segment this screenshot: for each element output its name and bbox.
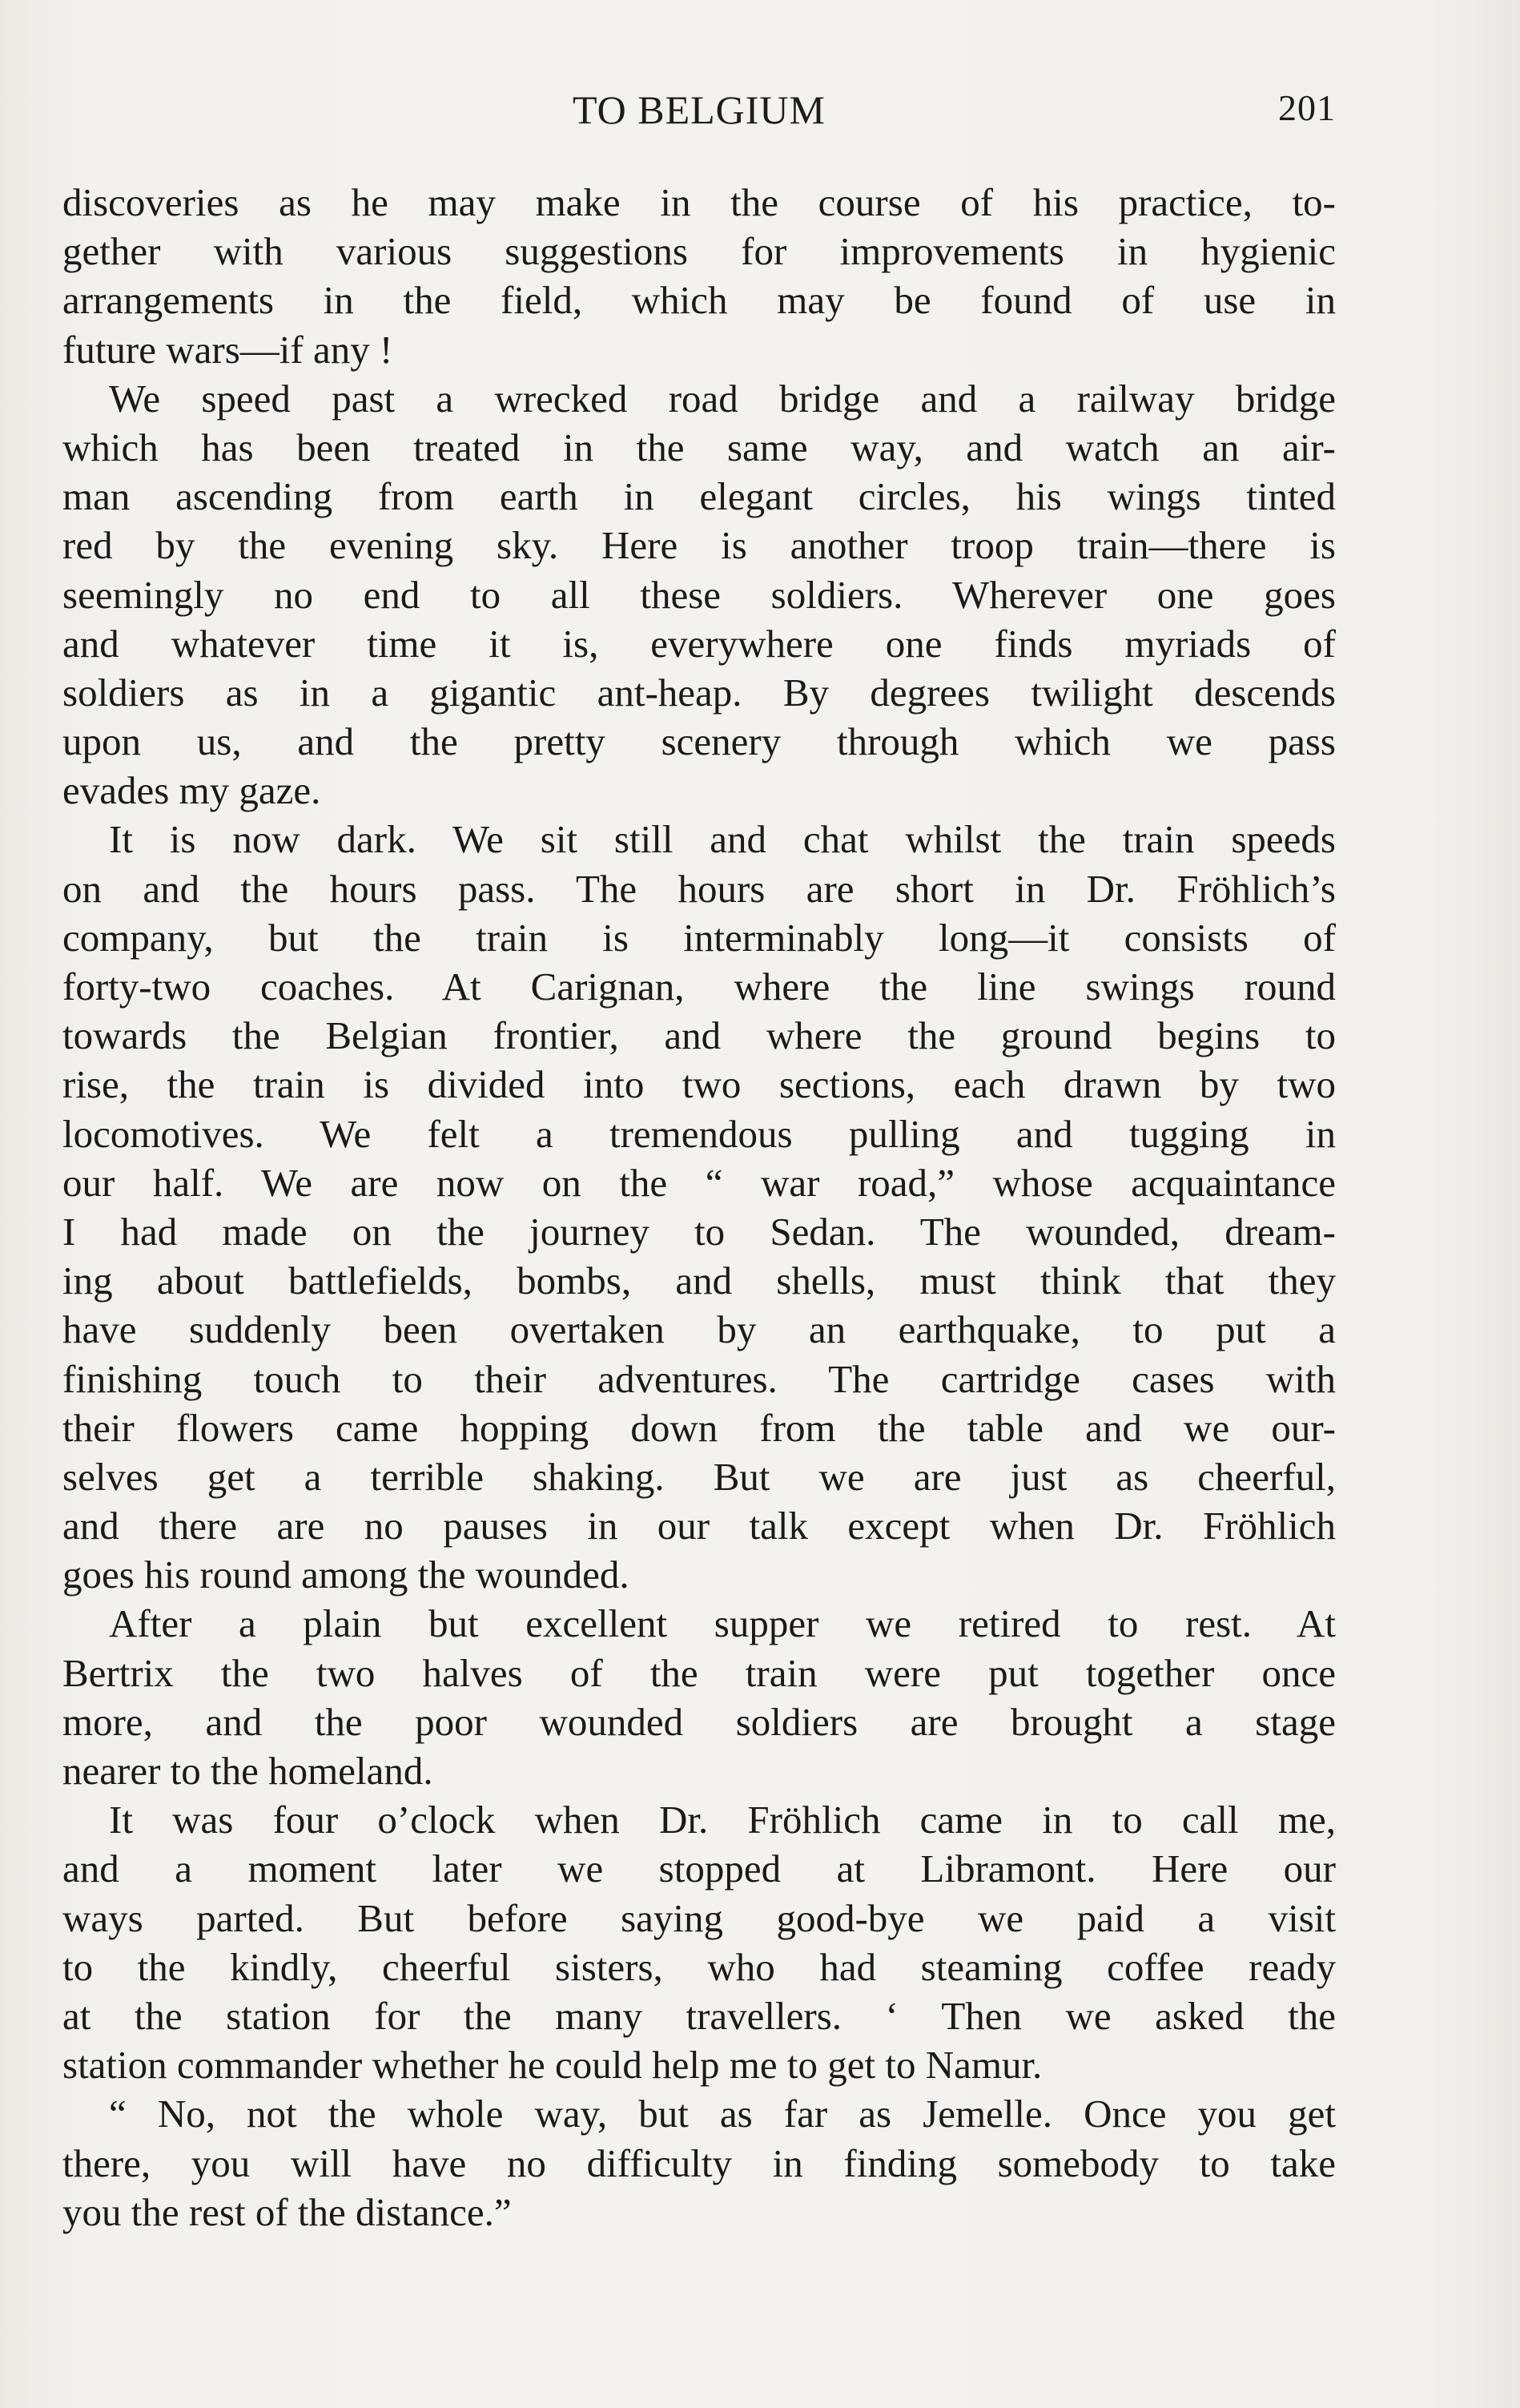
text-line: and a moment later we stopped at Libramont. Here our [62, 1846, 1336, 1891]
text-line: ing about battlefields, bombs, and shells, must think that they [62, 1258, 1336, 1303]
paragraph [62, 815, 1336, 1599]
text-line: their flowers came hopping down from the table and we our- [62, 1405, 1336, 1450]
text-line: future wars—if any ! [62, 327, 393, 372]
paragraph [62, 1795, 1336, 2089]
text-line: to the kindly, cheerful sisters, who had steaming coffee ready [62, 1944, 1336, 1989]
text-line: more, and the poor wounded soldiers are brought a stage [62, 1699, 1336, 1744]
text-line: selves get a terrible shaking. But we are just as cheerful, [62, 1454, 1336, 1499]
text-line: locomotives. We felt a tremendous pulling and tugging in [62, 1111, 1336, 1156]
text-line: evades my gaze. [62, 768, 321, 813]
page-number: 201 [1278, 87, 1336, 128]
text-line: I had made on the journey to Sedan. The wounded, dream- [62, 1209, 1336, 1254]
text-line: our half. We are now on the “ war road,” whose acquaintance [62, 1160, 1336, 1205]
paragraph [62, 374, 1336, 815]
text-line: which has been treated in the same way, and watch an air- [62, 425, 1336, 469]
text-line: forty-two coaches. At Carignan, where the line swings round [62, 964, 1336, 1009]
text-line: man ascending from earth in elegant circles, his wings tinted [62, 474, 1336, 519]
text-line: It was four o’clock when Dr. Fröhlich came in to call me, [109, 1798, 1336, 1842]
text-line: nearer to the homeland. [62, 1749, 433, 1793]
running-head [62, 87, 1336, 143]
text-line: finishing touch to their adventures. The cartridge cases with [62, 1356, 1336, 1401]
text-line: arrangements in the field, which may be found of use in [62, 278, 1336, 323]
text-line: at the station for the many travellers. ‘ Then we asked the [62, 1993, 1336, 2038]
text-line: We speed past a wrecked road bridge and a railway bridge [109, 376, 1336, 421]
text-line: there, you will have no difficulty in finding somebody to take [62, 2140, 1336, 2185]
text-line: goes his round among the wounded. [62, 1552, 629, 1597]
paragraph [62, 178, 1336, 374]
text-line: upon us, and the pretty scenery through which we pass [62, 719, 1336, 764]
text-line: ways parted. But before saying good-bye we paid a visit [62, 1895, 1336, 1940]
text-line: soldiers as in a gigantic ant-heap. By degrees twilight descends [62, 670, 1336, 715]
text-line: Bertrix the two halves of the train were put together once [62, 1650, 1336, 1695]
text-line: station commander whether he could help me to get to Namur. [62, 2043, 1043, 2088]
text-line: rise, the train is divided into two sections, each drawn by two [62, 1062, 1336, 1107]
text-line: have suddenly been overtaken by an earthquake, to put a [62, 1307, 1336, 1352]
text-line: and whatever time it is, everywhere one finds myriads of [62, 621, 1336, 666]
text-line: After a plain but excellent supper we retired to rest. At [109, 1601, 1336, 1646]
text-line: seemingly no end to all these soldiers. Wherever one goes [62, 572, 1336, 617]
text-line: and there are no pauses in our talk except when Dr. Fröhlich [62, 1504, 1336, 1548]
text-line: towards the Belgian frontier, and where the ground begins to [62, 1013, 1336, 1058]
text-line: gether with various suggestions for improvements in hygienic [62, 229, 1336, 274]
text-line: company, but the train is interminably long—it consists of [62, 915, 1336, 960]
text-line: on and the hours pass. The hours are short in Dr. Fröhlich’s [62, 866, 1336, 911]
text-line: It is now dark. We sit still and chat whilst the train speeds [109, 817, 1336, 862]
text-line: “ No, not the whole way, but as far as Jemelle. Once you get [109, 2092, 1336, 2136]
text-line: red by the evening sky. Here is another troop train—there is [62, 523, 1336, 568]
text-line: discoveries as he may make in the course of his practice, to- [62, 180, 1336, 224]
body-text [62, 178, 1336, 2237]
text-line: you the rest of the distance.” [62, 2189, 512, 2234]
running-title: TO BELGIUM [572, 87, 826, 132]
paragraph [62, 1599, 1336, 1795]
paragraph [62, 2089, 1336, 2237]
